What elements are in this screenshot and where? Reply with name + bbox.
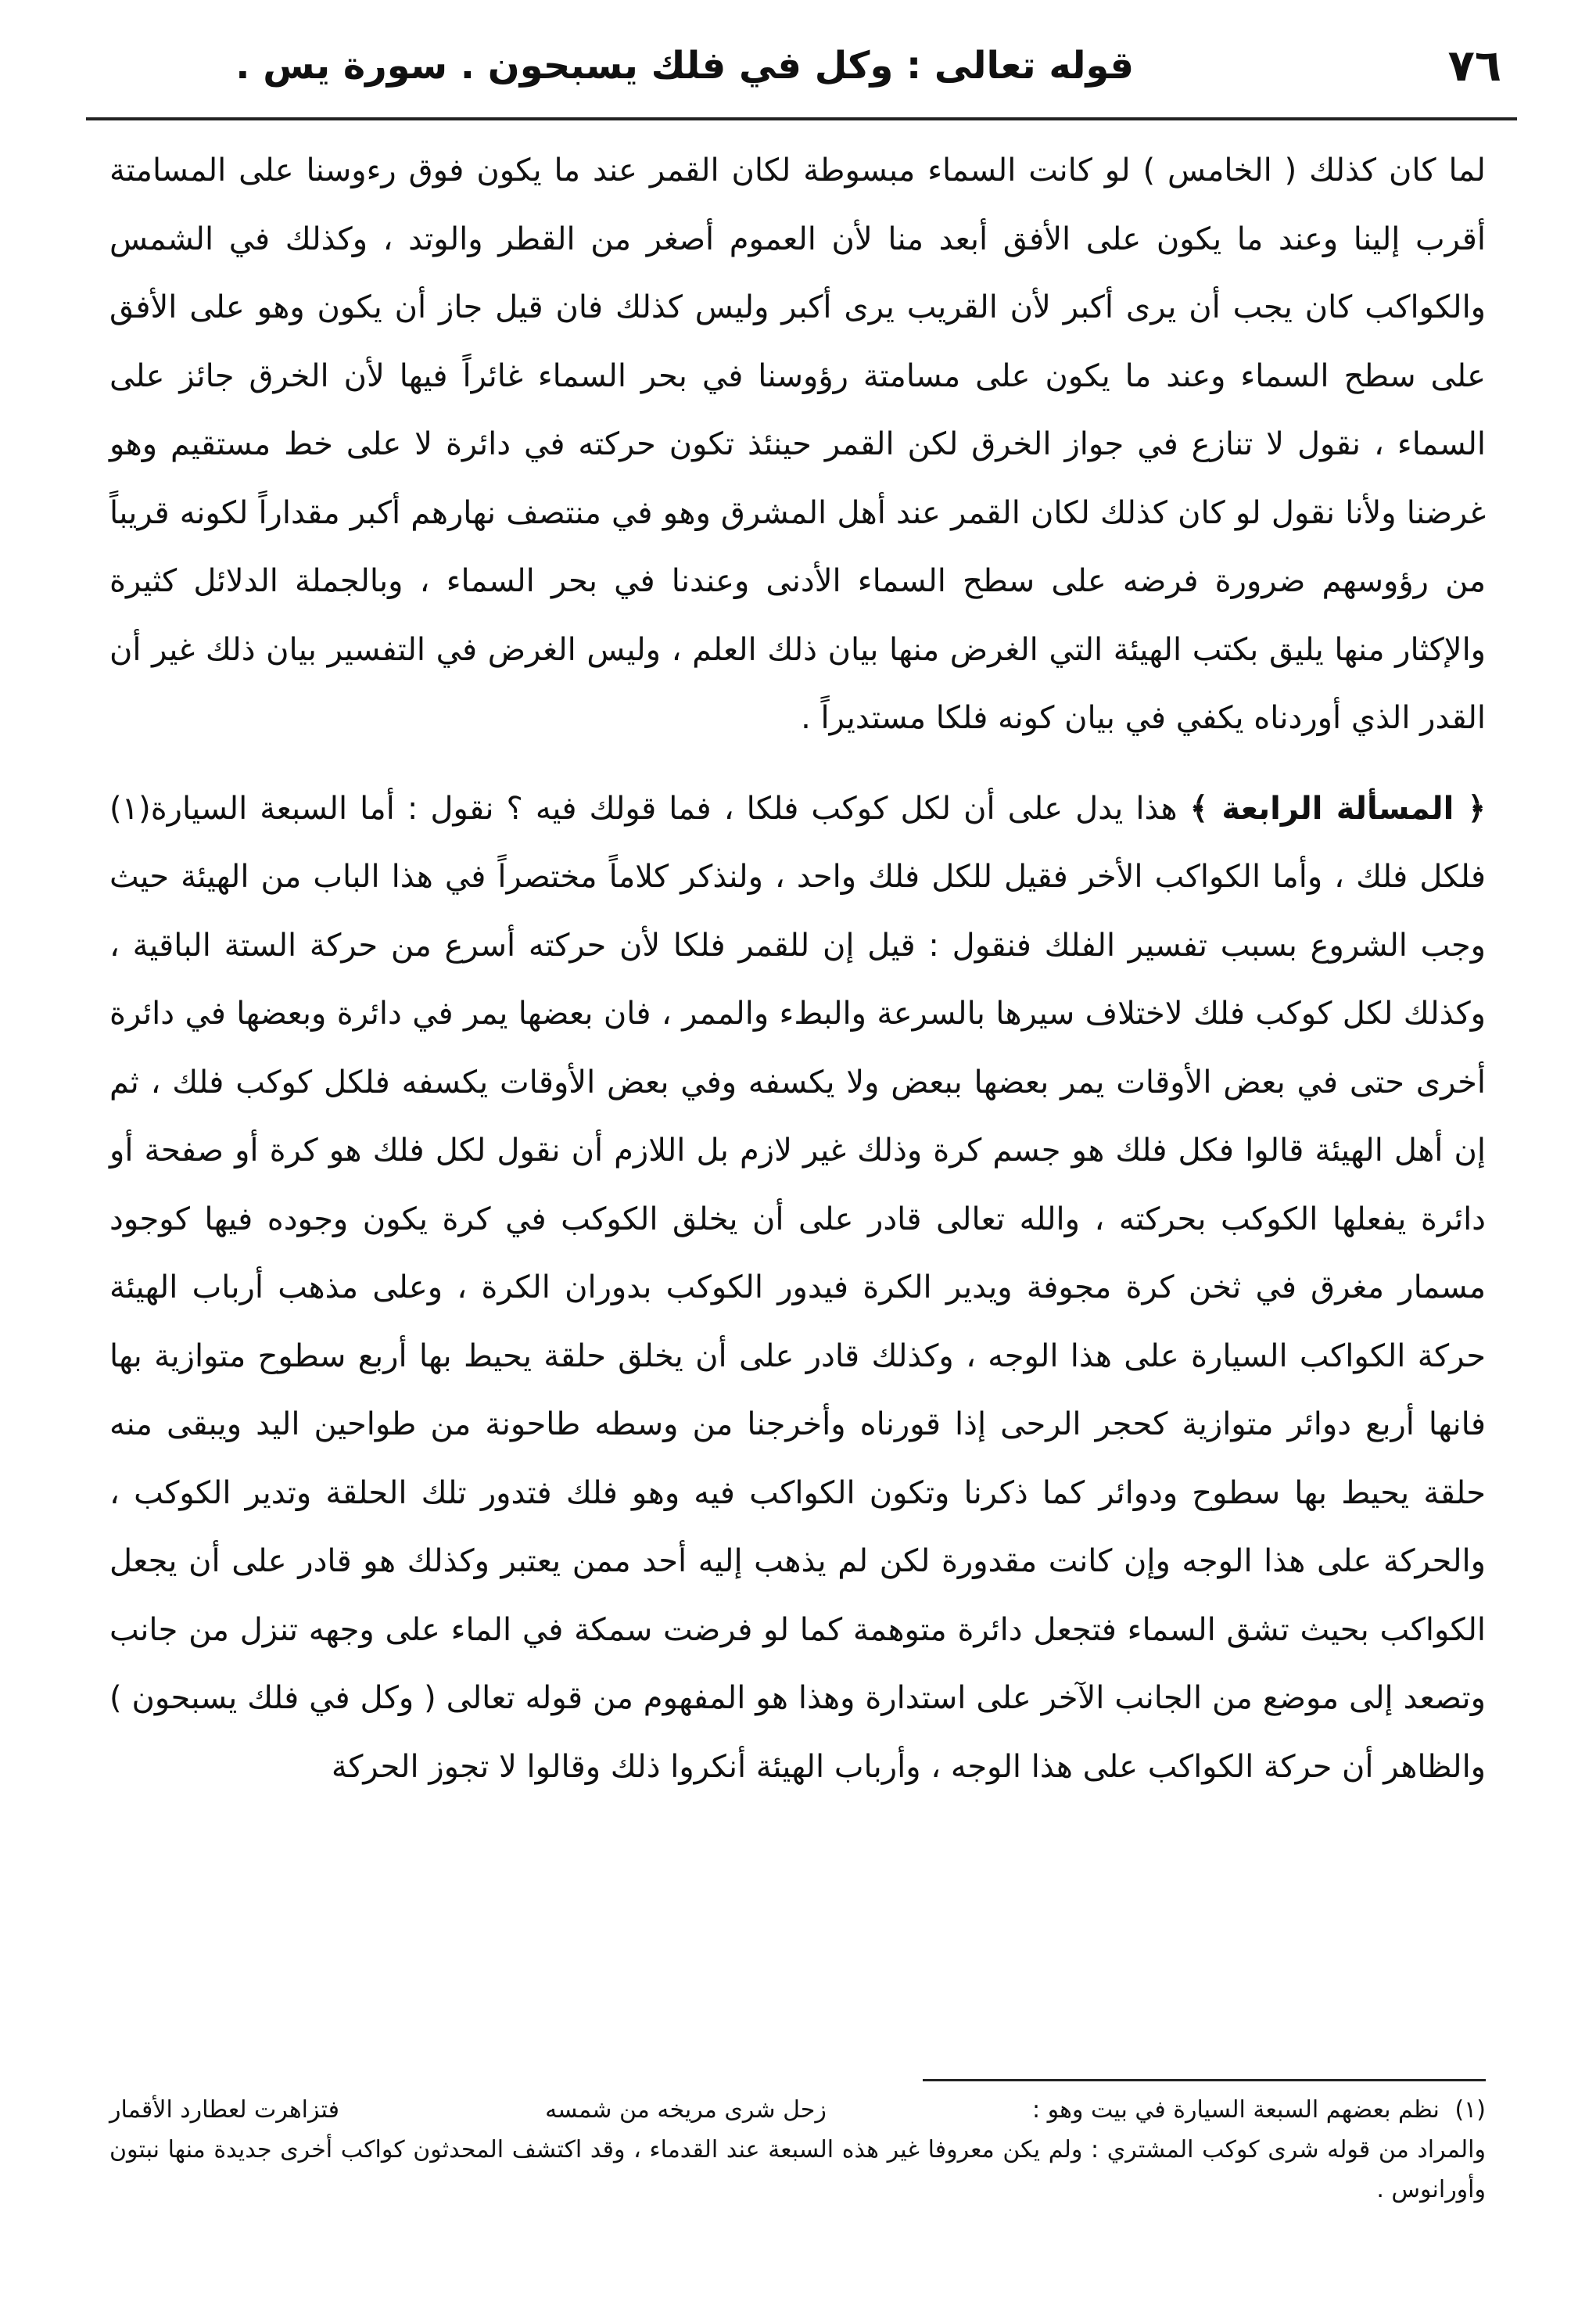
section-heading: ﴿ المسألة الرابعة ﴾ [1189, 790, 1487, 827]
footnote-text: والمراد من قوله شرى كوكب المشتري : ولم يكن معروفا غير هذه السبعة عند القدماء ، وقد اكتشف المحدثون كواكب أخرى جديدة منها نبتون وأورانوس . [109, 2136, 1486, 2203]
verse-hemistich: زحل شرى مريخه من شمسه [545, 2096, 827, 2124]
paragraph: لما كان كذلك ( الخامس ) لو كانت السماء مبسوطة لكان القمر عند ما يكون فوق رءوسنا على المسامتة أقرب إلينا وعند ما يكون على الأفق أبعد منا لأن العموم أصغر من القطر والوتد ، وكذلك في الشمس والكواكب كان يجب أن يرى أكبر لأن القريب يرى أكبر وليس كذلك فان قيل جاز أن يكون وهو على الأفق على سطح السماء وعند ما يكون على مسامتة رؤوسنا في بحر السماء غائراً فيها لأن الخرق جائز على السماء ، نقول لا تنازع في جواز الخرق لكن القمر حينئذ تكون حركته في دائرة لا على خط مستقيم وهو غرضنا ولأنا نقول لو كان كذلك لكان القمر عند أهل المشرق وهو في منتصف نهارهم أكبر مقداراً لكونه قريباً من رؤوسهم ضرورة فرضه على سطح السماء الأدنى وعندنا في بحر السماء ، وبالجملة الدلائل كثيرة والإكثار منها يليق بكتب الهيئة التي الغرض منها بيان ذلك العلم ، وليس الغرض في التفسير بيان ذلك غير أن القدر الذي أوردناه يكفي في بيان كونه فلكا مستديراً . [109, 153, 1486, 736]
main-text [109, 137, 1486, 1801]
page-number: ٧٦ [1447, 41, 1501, 92]
running-head: قوله تعالى : وكل في فلك يسبحون . سورة يس . [235, 44, 1134, 88]
page-header [94, 41, 1501, 111]
footnote-rule [923, 2079, 1486, 2081]
footnote-verse-intro: نظم بعضهم السبعة السيارة في بيت وهو : [1031, 2096, 1440, 2124]
header-rule [86, 117, 1517, 120]
paragraph-text: هذا يدل على أن لكل كوكب فلكا ، فما قولك فيه ؟ نقول : أما السبعة السيارة(١) فلكل فلك ، وأما الكواكب الأخر فقيل للكل فلك واحد ، ولنذكر كلاماً مختصراً في هذا الباب من الهيئة حيث وجب الشروع بسبب تفسير الفلك فنقول : قيل إن للقمر فلكا لأن حركته أسرع من حركة الستة الباقية ، وكذلك لكل كوكب فلك لاختلاف سيرها بالسرعة والبطء والممر ، فان بعضها يمر في دائرة وبعضها في دائرة أخرى حتى في بعض الأوقات يمر بعضها ببعض ولا يكسفه وفي بعض الأوقات يكسفه فلكل كوكب فلك ، ثم إن أهل الهيئة قالوا فكل فلك هو جسم كرة وذلك غير لازم بل اللازم أن نقول لكل فلك هو كرة أو صفحة أو دائرة يفعلها الكوكب بحركته ، والله تعالى قادر على أن يخلق الكوكب في كرة يكون وجوده فيها كوجود مسمار مغرق في ثخن كرة مجوفة ويدير الكرة فيدور الكوكب بدوران الكرة ، وعلى مذهب أرباب الهيئة حركة الكواكب السيارة على هذا الوجه ، وكذلك قادر على أن يخلق حلقة يحيط بها أربع سطوح متوازية بها فانها أربع دوائر متوازية كحجر الرحى إذا قورناه وأخرجنا من وسطه طاحونة من طواحين اليد ويبقى منه حلقة يحيط بها سطوح ودوائر كما ذكرنا وتكون الكواكب فيه وهو فلك فتدور تلك الحلقة وتدير الكوكب ، والحركة على هذا الوجه وإن كانت مقدورة لكن لم يذهب إليه أحد ممن يعتبر وكذلك هو قادر على أن يجعل الكواكب بحيث تشق السماء فتجعل دائرة متوهمة كما لو فرضت سمكة في الماء على وجهه تنزل من جانب وتصعد إلى موضع من الجانب الآخر على استدارة وهذا هو المفهوم من قوله تعالى ( وكل في فلك يسبحون ) والظاهر أن حركة الكواكب على هذا الوجه ، وأرباب الهيئة أنكروا ذلك وقالوا لا تجوز الحركة [109, 790, 1486, 1785]
paragraph [109, 775, 1486, 1802]
footnote-verse-line [109, 2090, 1486, 2130]
verse-hemistich: فتزاهرت لعطارد الأقمار [109, 2096, 339, 2124]
footnote-marker: (١) [1454, 2096, 1486, 2124]
footnotes [109, 2090, 1486, 2210]
